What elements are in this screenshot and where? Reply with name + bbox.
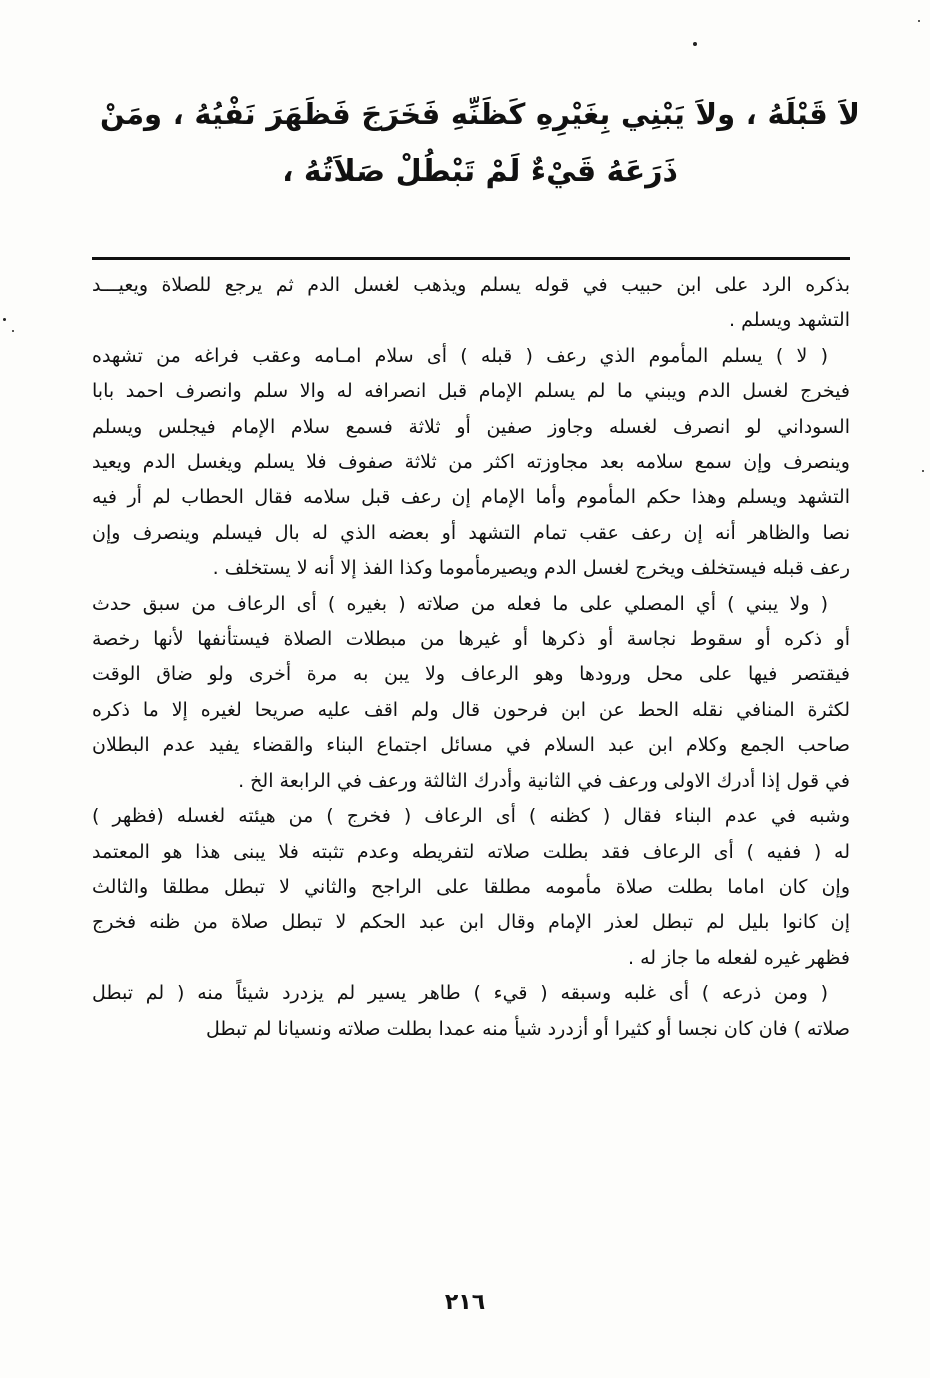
commentary-paragraph xyxy=(92,799,850,976)
commentary-paragraph xyxy=(92,587,850,799)
page-number: ٢١٦ xyxy=(444,1290,486,1315)
text-line: صاحب الجمع وكلام ابن عبد السلام في مسائل اجتماع البناء والقضاء يفيد عدم البطلان xyxy=(92,734,850,757)
text-line: وينصرف وإن سمع سلامه بعد مجاوزته اكثر من ثلاثة صفوف فلا يسلم ويغسل الدم ويعيد xyxy=(92,451,850,474)
text-line: ( ومن ذرعه ) أى غلبه وسبقه ( قيء ) طاهر يسير لم يزدرد شيئاً منه ( لم تبطل xyxy=(92,982,828,1005)
commentary-paragraph xyxy=(92,268,850,339)
text-line: السوداني لو انصرف لغسله وجاوز صفين أو ثلاثة فسمع سلام الإمام فيجلس ويسلم xyxy=(92,415,850,438)
text-line: إن كانوا بليل لم تبطل لعذر الإمام وقال ابن عبد الحكم لا تبطل صلاة من ظنه فخرج xyxy=(92,911,850,934)
commentary-text xyxy=(92,268,850,1047)
text-line: رعف قبله فيستخلف ويخرج لغسل الدم ويصيرمأموما وكذا الفذ إلا أنه لا يستخلف . xyxy=(212,557,850,580)
text-line: أو ذكره أو سقوط نجاسة أو ذكرها أو غيرها من مبطلات الصلاة فيستأنفها لأنها رخصة xyxy=(92,628,850,651)
text-line: ( ولا يبني ) أي المصلي على ما فعله من صلاته ( بغيره ) أى الرعاف من سبق حدث xyxy=(92,592,828,615)
text-line: وشبه في عدم البناء فقال ( كظنه ) أى الرعاف ( فخرج ) من هيئته لغسله (فظهر ) xyxy=(92,805,850,828)
text-line: التشهد ويسلم . xyxy=(729,309,850,332)
header-divider xyxy=(92,257,850,260)
scan-speck xyxy=(922,470,924,472)
text-line: فيخرج لغسل الدم ويبني ما لم يسلم الإمام قبل انصرافه له والا سلم وانصرف احمد بابا xyxy=(92,380,850,403)
text-line: بذكره الرد على ابن حبيب في قوله يسلم ويذهب لغسل الدم ثم يرجع للصلاة ويعيـــد xyxy=(92,274,850,296)
text-line: فيقتصر فيها على محل ورودها وهو الرعاف ولا يبن به مرة أخرى ولو ضاق الوقت xyxy=(92,663,850,686)
verse-line-2: ذَرَعَهُ قَيْءٌ لَمْ تَبْطُلْ صَلاَتُهُ ، xyxy=(282,154,678,189)
text-line: نصا والظاهر أنه إن رعف عقب تمام التشهد أو بعضه الذي له بال فيسلم وينصرف وإن xyxy=(92,521,850,544)
verse-line-1: لاَ قَبْلَهُ ، ولاَ يَبْنِي بِغَيْرِهِ كَظَنِّهِ فَخَرَجَ فَظَهَرَ نَفْيُهُ ، ومَنْ xyxy=(100,97,860,131)
text-line: فظهر غيره لفعله ما جاز له . xyxy=(628,946,850,969)
scan-speck xyxy=(12,330,14,332)
text-line: صلاته ) فان كان نجسا أو كثيرا أو أزدرد شيأ منه عمدا بطلت صلاته ونسيانا لم تبطل xyxy=(206,1017,850,1040)
text-line: التشهد ويسلم وهذا حكم المأموم وأما الإمام إن رعف قبل سلامه فقال الحطاب لم أر فيه xyxy=(92,486,850,509)
text-line: في قول إذا أدرك الاولى ورعف في الثانية وأدرك الثالثة ورعف في الرابعة الخ . xyxy=(238,769,850,792)
text-line: ( لا ) يسلم المأموم الذي رعف ( قبله ) أى سلام امـامه وعقب فراغه من تشهده xyxy=(92,344,828,367)
text-line: له ( ففيه ) أى الرعاف فقد بطلت صلاته لتفريطه وعدم تثبته فلا يبنى هذا هو المعتمد xyxy=(92,840,850,863)
verse-header xyxy=(100,96,860,212)
text-line: لكثرة المنافي نقله الحط عن ابن فرحون قال ولم اقف عليه صريحا لغيره إلا ما ذكره xyxy=(92,698,850,721)
commentary-paragraph xyxy=(92,339,850,587)
commentary-paragraph xyxy=(92,976,850,1047)
scan-speck xyxy=(918,20,920,22)
scan-speck xyxy=(693,42,697,46)
scan-speck xyxy=(3,318,6,321)
text-line: وإن كان اماما بطلت صلاة مأمومه مطلقا على الراجح والثاني لا تبطل مطلقا والثالث xyxy=(92,875,850,898)
